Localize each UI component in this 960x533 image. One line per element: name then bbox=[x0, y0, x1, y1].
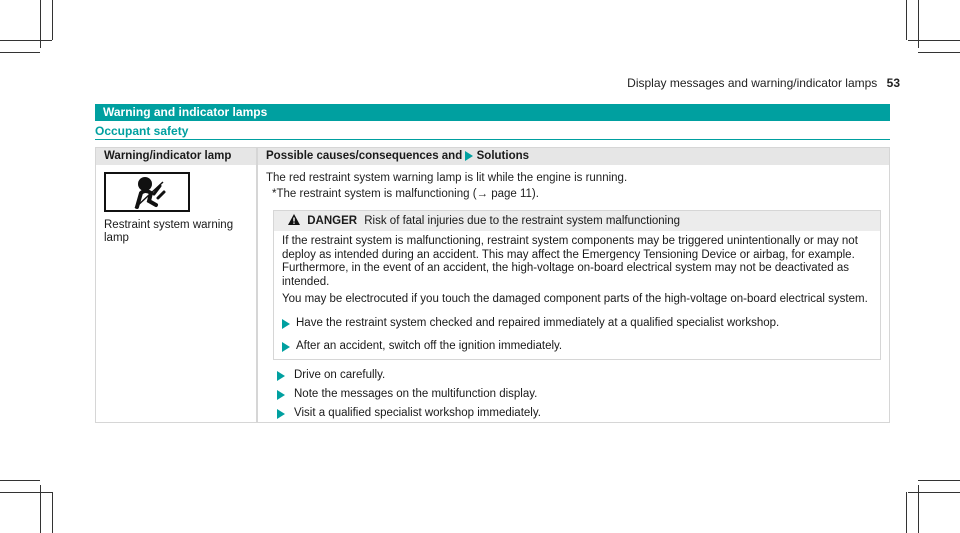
crop-mark bbox=[906, 0, 907, 40]
danger-body bbox=[274, 231, 880, 354]
solution-item: Drive on carefully. bbox=[277, 369, 541, 388]
section-subtitle: Occupant safety bbox=[95, 124, 890, 140]
solution-item: Note the messages on the multifunction display. bbox=[277, 388, 541, 407]
column-header-lamp: Warning/indicator lamp bbox=[96, 148, 256, 165]
column-divider bbox=[256, 148, 258, 422]
column-header-text: Solutions bbox=[476, 150, 530, 162]
crop-mark bbox=[908, 40, 960, 41]
crop-mark bbox=[0, 480, 40, 481]
danger-step: Have the restraint system checked and repaired immediately at a qualified specialist workshop. bbox=[282, 317, 874, 331]
lamp-label: Restraint system warning lamp bbox=[104, 219, 234, 244]
solutions-list bbox=[277, 369, 541, 426]
page-number: 53 bbox=[886, 76, 900, 90]
danger-headline: Risk of fatal injuries due to the restraint system malfunctioning bbox=[364, 215, 681, 227]
danger-box bbox=[273, 210, 881, 360]
cause-detail: *The restraint system is malfunctioning (→ page 11). bbox=[272, 188, 539, 200]
crop-mark bbox=[918, 52, 960, 53]
arrow-right-icon bbox=[277, 371, 285, 381]
danger-step: After an accident, switch off the ignition immediately. bbox=[282, 340, 874, 354]
crop-mark bbox=[52, 0, 53, 40]
cause-line: The red restraint system warning lamp is lit while the engine is running. bbox=[266, 172, 628, 184]
restraint-system-icon bbox=[104, 172, 190, 212]
crop-mark bbox=[908, 492, 960, 493]
crop-mark bbox=[0, 40, 52, 41]
solution-item: Visit a qualified specialist workshop immediately. bbox=[277, 407, 541, 426]
column-header-solutions bbox=[258, 148, 889, 165]
section-title: Warning and indicator lamps bbox=[95, 104, 890, 121]
running-title: Display messages and warning/indicator lamps bbox=[627, 76, 878, 90]
danger-header bbox=[274, 211, 880, 231]
arrow-right-icon bbox=[282, 342, 290, 352]
arrow-right-icon bbox=[277, 409, 285, 419]
arrow-right-icon bbox=[282, 319, 290, 329]
danger-paragraph: If the restraint system is malfunctioning, restraint system components may be triggered unintentionally or may not deploy as intended during an accident. This may affect the Emergency Tensioning Device or airbag, for example. Furthermore, in the event of an accident, the high-voltage on-board electrical system may not be deactivated as intended. bbox=[282, 235, 858, 288]
crop-mark bbox=[0, 52, 40, 53]
arrow-right-icon bbox=[465, 151, 473, 161]
running-header bbox=[627, 76, 900, 90]
crop-mark bbox=[52, 492, 53, 533]
crop-mark bbox=[918, 480, 960, 481]
arrow-right-icon bbox=[277, 390, 285, 400]
warning-triangle-icon bbox=[288, 214, 300, 225]
danger-word: DANGER bbox=[307, 215, 358, 227]
danger-paragraph: You may be electrocuted if you touch the damaged component parts of the high-voltage on-board electrical system. bbox=[282, 293, 868, 305]
crop-mark bbox=[0, 492, 52, 493]
column-header-text: Possible causes/consequences and bbox=[266, 150, 463, 162]
crop-mark bbox=[906, 492, 907, 533]
